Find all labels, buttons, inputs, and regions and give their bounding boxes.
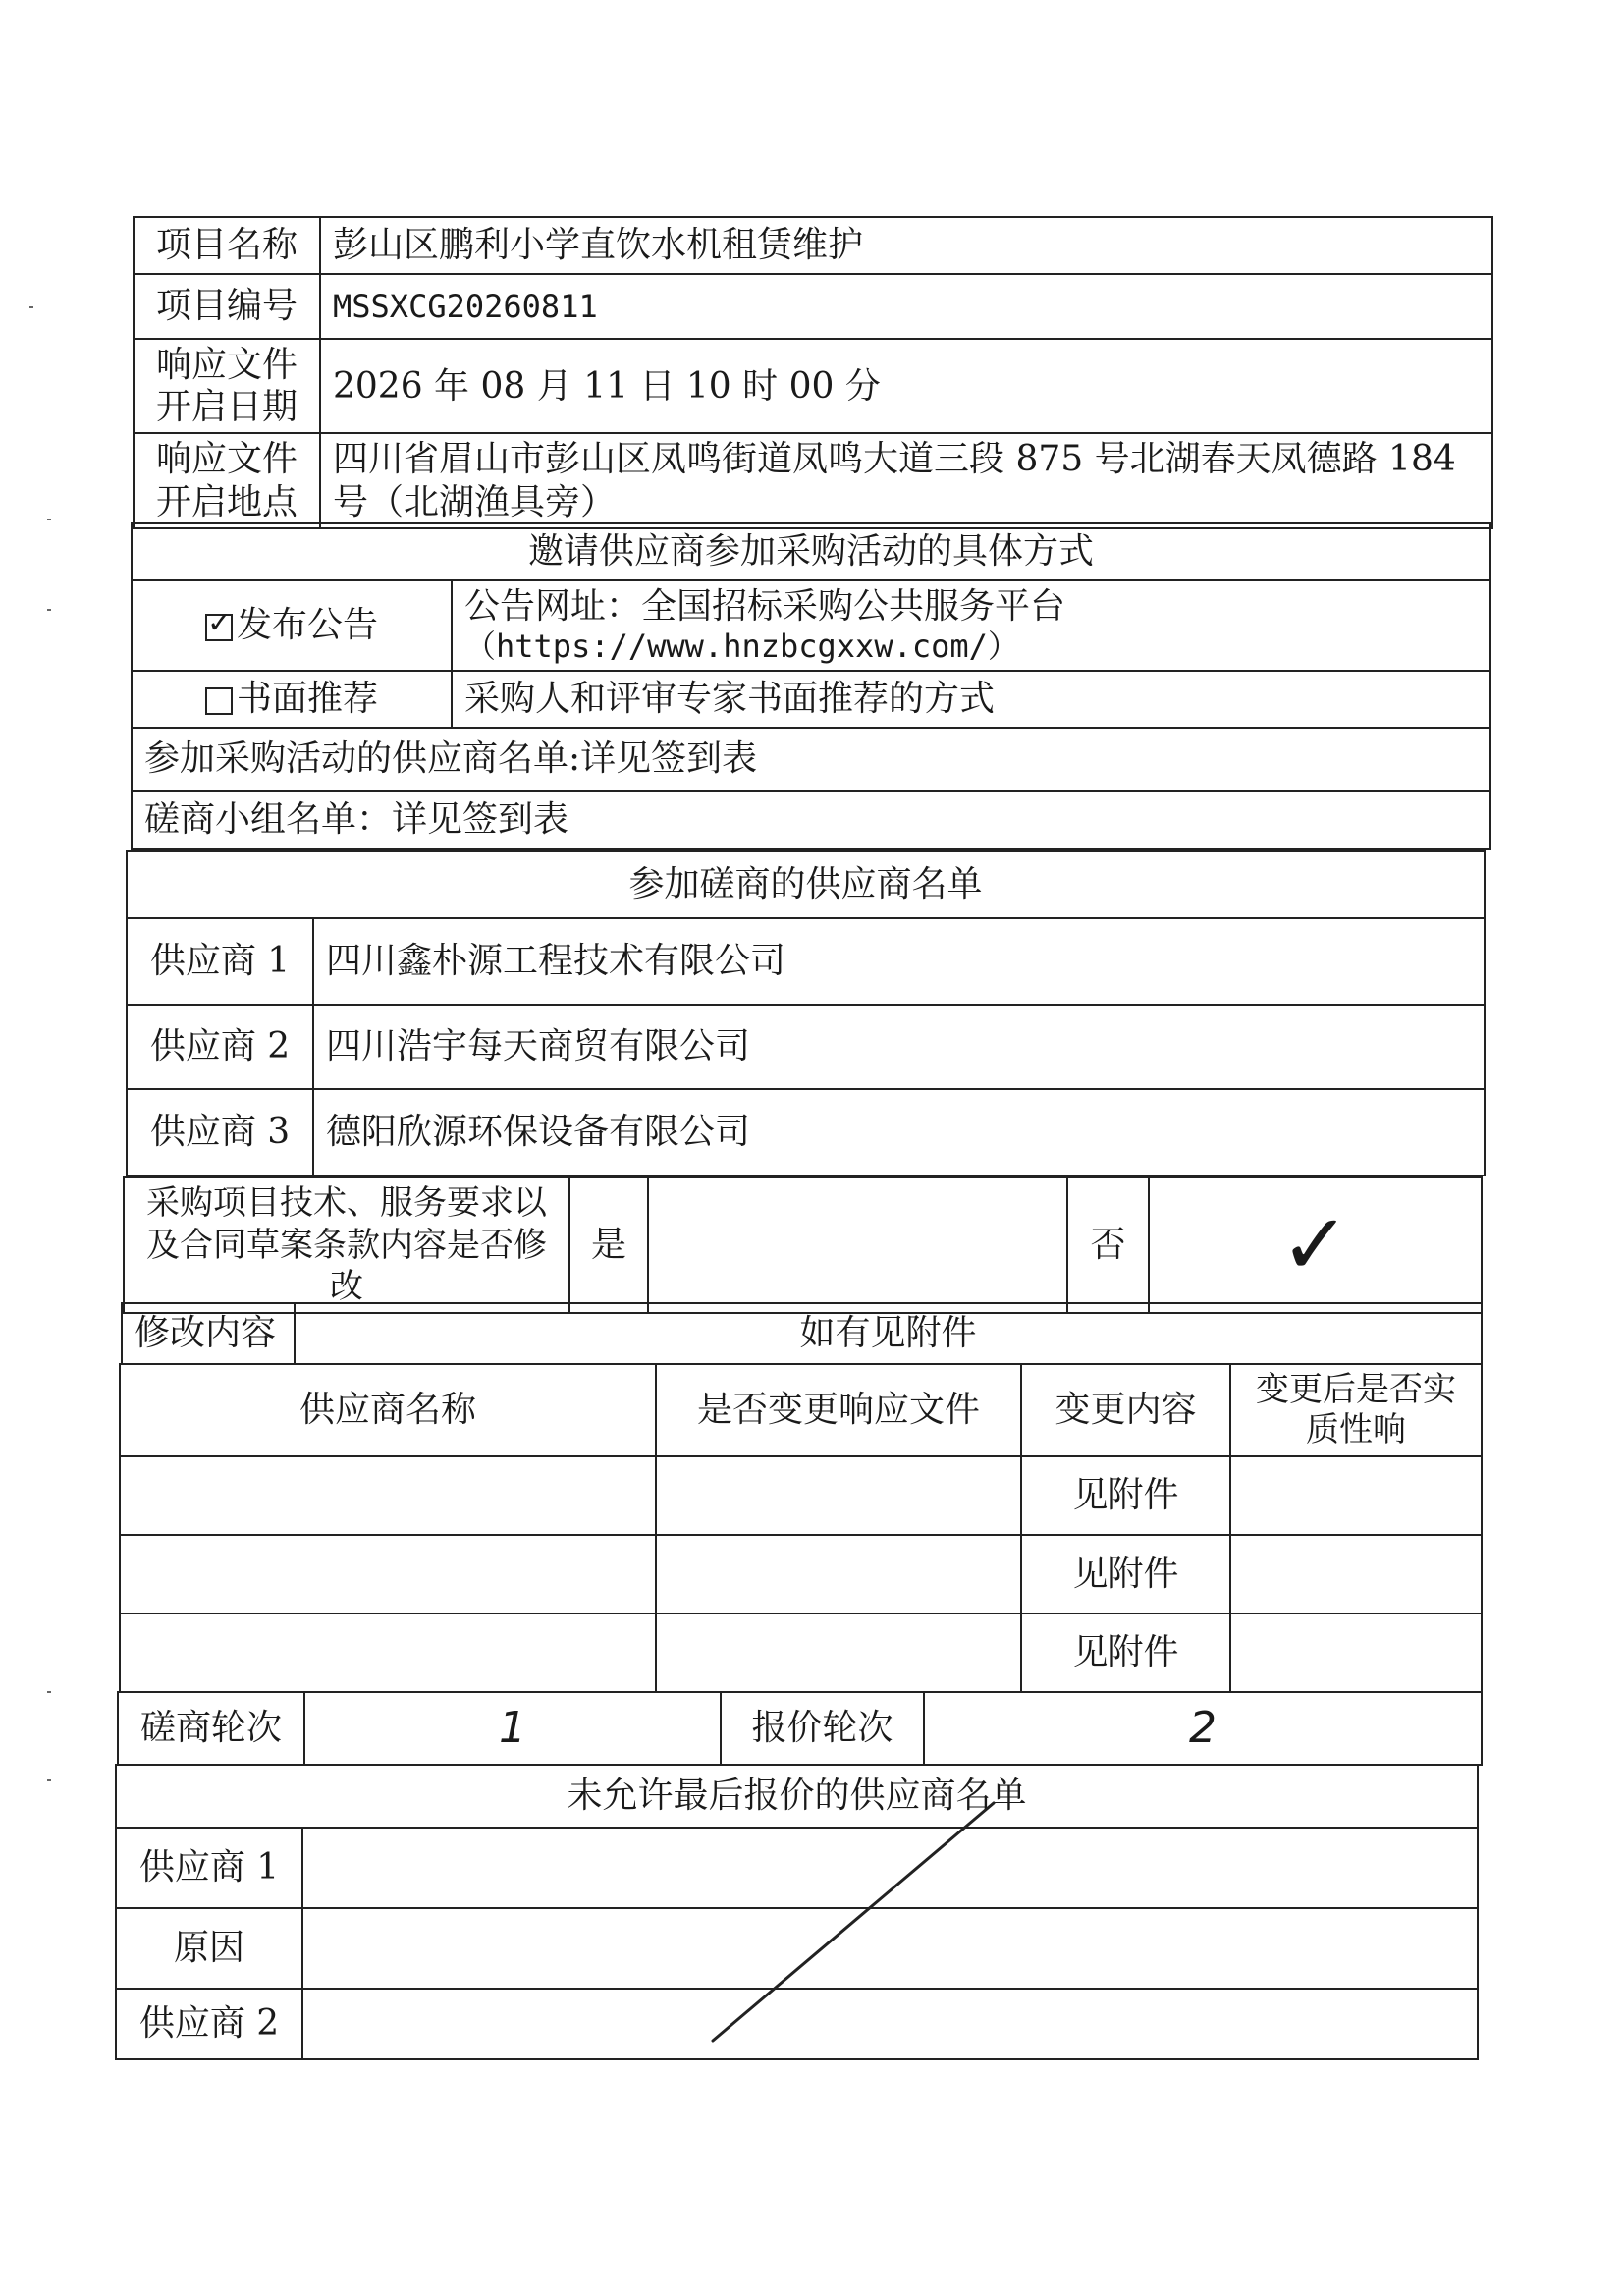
table-row <box>120 1613 1482 1692</box>
panel-line: 磋商小组名单：详见签到表 <box>132 791 1490 849</box>
modification-content-label: 修改内容 <box>122 1303 295 1364</box>
open-date-label: 响应文件开启日期 <box>134 339 320 433</box>
disallowed-supplier-2-label: 供应商 2 <box>116 1989 302 2059</box>
disallowed-header: 未允许最后报价的供应商名单 <box>116 1765 1478 1828</box>
participants-line: 参加采购活动的供应商名单:详见签到表 <box>132 728 1490 791</box>
announce-checkbox <box>205 614 233 641</box>
changes-cell <box>656 1613 1021 1692</box>
announce-label: 发布公告 <box>236 605 378 646</box>
invite-header: 邀请供应商参加采购活动的具体方式 <box>132 523 1490 580</box>
supplier-1-name: 四川鑫朴源工程技术有限公司 <box>313 918 1485 1005</box>
changes-cell <box>656 1535 1021 1613</box>
open-place-value: 四川省眉山市彭山区凤鸣街道凤鸣大道三段 875 号北湖春天凤德路 184 号（北湖渔具旁） <box>320 433 1492 527</box>
changes-cell: 见附件 <box>1021 1613 1230 1692</box>
changes-cell <box>1230 1613 1482 1692</box>
disallowed-reason-label: 原因 <box>116 1908 302 1989</box>
changes-header-content: 变更内容 <box>1021 1364 1230 1456</box>
scan-speck <box>29 306 33 308</box>
suppliers-header: 参加磋商的供应商名单 <box>127 851 1485 918</box>
project-code-value: MSSXCG20260811 <box>320 274 1492 339</box>
changes-header-substantive: 变更后是否实质性响 <box>1230 1364 1482 1456</box>
changes-table <box>119 1363 1483 1693</box>
changes-cell <box>1230 1456 1482 1535</box>
modification-content-value: 如有见附件 <box>295 1303 1482 1364</box>
disallowed-supplier-1-label: 供应商 1 <box>116 1828 302 1908</box>
negotiation-rounds-label: 磋商轮次 <box>118 1692 304 1765</box>
supplier-2-label: 供应商 2 <box>127 1005 313 1089</box>
supplier-2-name: 四川浩宇每天商贸有限公司 <box>313 1005 1485 1089</box>
supplier-3-label: 供应商 3 <box>127 1089 313 1175</box>
changes-cell <box>120 1456 656 1535</box>
scan-speck <box>47 1691 51 1693</box>
disallowed-reason-value <box>302 1908 1478 1989</box>
open-date-value: 2026 年 08 月 11 日 10 时 00 分 <box>320 339 1492 433</box>
announce-url: （https://www.hnzbcgxxw.com/） <box>464 628 1019 666</box>
rounds-table <box>117 1691 1483 1766</box>
changes-cell <box>656 1456 1021 1535</box>
changes-cell <box>120 1535 656 1613</box>
changes-header-supplier: 供应商名称 <box>120 1364 656 1456</box>
quote-rounds-value: 2 <box>924 1692 1482 1765</box>
written-checkbox <box>205 687 233 715</box>
scan-speck <box>47 519 51 520</box>
written-option <box>132 671 452 728</box>
changes-header-changed: 是否变更响应文件 <box>656 1364 1021 1456</box>
modification-table <box>123 1176 1483 1314</box>
changes-cell <box>120 1613 656 1692</box>
scan-speck <box>47 1779 51 1781</box>
changes-cell: 见附件 <box>1021 1456 1230 1535</box>
project-name-label: 项目名称 <box>134 217 320 274</box>
supplier-3-name: 德阳欣源环保设备有限公司 <box>313 1089 1485 1175</box>
project-code-label: 项目编号 <box>134 274 320 339</box>
supplier-1-label: 供应商 1 <box>127 918 313 1005</box>
no-label: 否 <box>1067 1177 1149 1313</box>
open-place-label: 响应文件开启地点 <box>134 433 320 527</box>
yes-mark <box>648 1177 1067 1313</box>
written-label: 书面推荐 <box>236 678 378 719</box>
table-row <box>120 1535 1482 1613</box>
scan-speck <box>47 609 51 611</box>
modification-question: 采购项目技术、服务要求以及合同草案条款内容是否修改 <box>124 1177 569 1313</box>
announce-text: 公告网址：全国招标采购公共服务平台 <box>464 586 1066 627</box>
written-text: 采购人和评审专家书面推荐的方式 <box>452 671 1490 728</box>
disallowed-supplier-1-value <box>302 1828 1478 1908</box>
suppliers-table <box>126 850 1486 1176</box>
yes-label: 是 <box>569 1177 648 1313</box>
invite-method-table <box>131 522 1491 850</box>
negotiation-rounds-value: 1 <box>304 1692 721 1765</box>
disallowed-table <box>115 1764 1479 2060</box>
project-info-table <box>133 216 1493 529</box>
announce-option <box>132 580 452 671</box>
announce-detail <box>452 580 1490 671</box>
table-row <box>120 1456 1482 1535</box>
no-checkmark: ✓ <box>1149 1177 1482 1313</box>
changes-cell <box>1230 1535 1482 1613</box>
project-name-value: 彭山区鹏利小学直饮水机租赁维护 <box>320 217 1492 274</box>
disallowed-supplier-2-value <box>302 1989 1478 2059</box>
quote-rounds-label: 报价轮次 <box>721 1692 924 1765</box>
modification-content-table <box>121 1302 1483 1365</box>
changes-cell: 见附件 <box>1021 1535 1230 1613</box>
